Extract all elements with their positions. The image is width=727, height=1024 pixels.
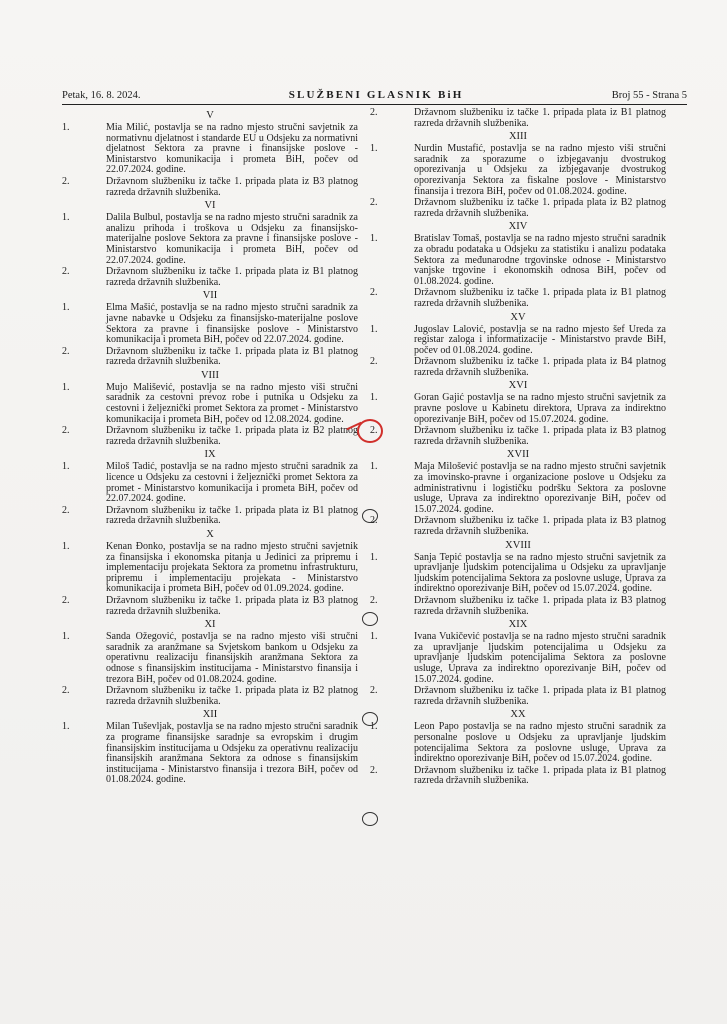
item-text: Državnom službeniku iz tačke 1. pripada plata iz B3 platnog razreda državnih službenika. — [414, 594, 666, 617]
header-rule — [62, 104, 687, 105]
item-number: 2. — [370, 764, 378, 776]
item-number: 1. — [62, 461, 70, 473]
section-title: XIV — [508, 221, 528, 233]
item-number: 2. — [62, 175, 70, 187]
list-item — [370, 357, 666, 378]
list-item — [370, 144, 666, 197]
list-item — [62, 632, 358, 685]
item-text: Miloš Tadić, postavlja se na radno mjesto stručni saradnik za licence u Odsjeku za cestovni i željeznički promet Sektora za promet - Ministarstvo komunikacija i prometa BiH, počev od 22.07.2024. godine. — [106, 461, 358, 505]
list-item — [370, 426, 666, 447]
item-number: 1. — [62, 302, 70, 314]
circle-mark-xvii — [362, 509, 378, 523]
section-title: XX — [510, 709, 526, 721]
item-number: 1. — [370, 721, 378, 733]
list-item — [62, 462, 358, 504]
item-text: Maja Milošević postavlja se na radno mjesto stručni savjetnik za imovinsko-pravne i organizacione poslove u Odsjeku za administrativnu i logističku podršku Sektora za poslovne usluge, Uprava za indirektno oporezivanje BiH, počev od 15.07.2024. godine. — [414, 461, 666, 515]
list-item — [62, 506, 358, 527]
section-title: VI — [204, 200, 216, 212]
page-header — [62, 86, 687, 104]
list-item — [62, 686, 358, 707]
list-item — [370, 596, 666, 617]
list-item — [62, 213, 358, 266]
circle-mark-xviii — [362, 612, 378, 626]
item-number: 1. — [62, 721, 70, 733]
item-text: Elma Mašić, postavlja se na radno mjesto stručni saradnik za javne nabavke u Odsjeku za finansijsko-materijalne poslove Sektora za pravne i finansijske poslove - Ministarstvo komunikacija i prometa BiH, počev od 22.07.2024. godine. — [106, 302, 358, 346]
item-number: 1. — [370, 233, 378, 245]
list-item — [62, 596, 358, 617]
item-number: 1. — [370, 631, 378, 643]
item-text: Sanja Tepić postavlja se na radno mjesto stručni savjetnik za upravljanje ljudskim potencijalima u Odsjeku za upravljanje ljudskim potencijalima Sektora za poslovne usluge, Uprava za indirektno oporezivanje BiH, počev od 15.07.2024. godine. — [414, 551, 666, 595]
item-number: 2. — [62, 345, 70, 357]
list-item — [370, 553, 666, 595]
item-text: Milan Tuševljak, postavlja se na radno mjesto stručni saradnik za programe finansijske saradnje sa evropskim i drugim finansijskim institucijama u Odsjeku za operativnu realizaciju finansijskih aranžmana Sektora za odnose s finansijskim institucijama - Ministarstvo finansija i trezora BiH, počev od 01.08.2024. godine. — [106, 721, 358, 786]
section-title: V — [206, 110, 214, 121]
item-number: 1. — [370, 392, 378, 404]
item-number: 2. — [370, 197, 378, 209]
section-title: X — [206, 529, 214, 540]
list-item — [62, 177, 358, 198]
circle-mark-xx — [362, 812, 378, 826]
list-item — [62, 426, 358, 447]
item-text: Dalila Bulbul, postavlja se na radno mjesto stručni saradnik za analizu prihoda i troškova u Odsjeku za finansijsko-materijalne poslove Sektora za pravne i finansijske poslove - Ministarstvo komunikacija i prometa BiH, počev od 22.07.2024. godine. — [106, 212, 358, 266]
item-number: 2. — [62, 266, 70, 278]
item-number: 2. — [62, 425, 70, 437]
item-text: Leon Papo postavlja se na radno mjesto stručni saradnik za personalne poslove u Odsjeku za upravljanje ljudskim potencijalima Sektora za poslovne usluge, Uprava za indirektno oporezivanje BiH, počev od 15.07.2024. godine. — [414, 721, 666, 765]
list-item — [370, 686, 666, 707]
item-text: Državnom službeniku iz tačke 1. pripada plata iz B2 platnog razreda državnih službenika. — [414, 197, 666, 219]
item-text: Državnom službeniku iz tačke 1. pripada plata iz B3 platnog razreda državnih službenika. — [106, 594, 358, 617]
item-text: Državnom službeniku iz tačke 1. pripada plata iz B3 platnog razreda državnih službenika. — [106, 175, 358, 198]
list-item — [62, 383, 358, 425]
item-text: Mujo Mališević, postavlja se na radno mjesto viši stručni saradnik za cestovni prevoz robe i putnika u Odsjeku za cestovni i željeznički promet Sektora za promet - Ministarstvo komunikacija i prometa BiH, počev od 12.08.2024. godine. — [106, 381, 358, 425]
left-column — [62, 108, 358, 787]
section-title: VIII — [200, 369, 220, 381]
section-title: XIII — [508, 131, 528, 143]
item-text: Državnom službeniku iz tačke 1. pripada plata iz B1 platnog razreda državnih službenika. — [106, 345, 358, 368]
item-text: Ivana Vukičević postavlja se na radno mjesto stručni saradnik za upravljanje ljudskim potencijalima u Odsjeku za upravljanje ljudskim potencijalima Sektora za poslovne usluge, Uprava za indirektno oporezivanje BiH, počev od 15.07.2024. godine. — [414, 631, 666, 685]
list-item — [370, 198, 666, 219]
item-number: 1. — [370, 461, 378, 473]
header-date: Petak, 16. 8. 2024. — [62, 89, 141, 101]
right-column — [370, 108, 666, 788]
circle-mark-xix — [362, 712, 378, 726]
list-item — [370, 108, 666, 129]
item-text: Državnom službeniku iz tačke 1. pripada plata iz B1 platnog razreda državnih službenika. — [414, 287, 666, 309]
list-item — [62, 303, 358, 345]
item-text: Državnom službeniku iz tačke 1. pripada plata iz B1 platnog razreda državnih službenika. — [106, 266, 358, 288]
item-number: 2. — [370, 287, 378, 299]
item-number: 1. — [62, 631, 70, 643]
item-number: 2. — [62, 685, 70, 697]
section-title: XII — [202, 709, 218, 721]
item-number: 1. — [370, 323, 378, 335]
item-number: 1. — [62, 381, 70, 393]
item-number: 1. — [62, 541, 70, 552]
item-text: Goran Gajić postavlja se na radno mjesto stručni savjetnik za pravne poslove u Kabinetu direktora, Uprava za indirektno oporezivanje BiH, počev od 15.07.2024. godine. — [414, 392, 666, 425]
section-title: XI — [204, 619, 216, 631]
header-issue-page: Broj 55 - Strana 5 — [611, 89, 687, 101]
item-text: Državnom službeniku iz tačke 1. pripada plata iz B3 platnog razreda državnih službenika. — [414, 425, 666, 447]
item-number: 2. — [370, 515, 378, 527]
item-number: 1. — [62, 212, 70, 224]
item-text: Bratislav Tomaš, postavlja se na radno mjesto stručni saradnik za obradu podataka u Odsjeku za statistiku i analizu podataka Sektora za međunarodne trgovinske odnose - Ministarstvo vanjske trgovine i ekonomskih odnosa BiH, počev od 01.08.2024. godine. — [414, 233, 666, 287]
item-text: Državnom službeniku iz tačke 1. pripada plata iz B1 platnog razreda državnih službenika. — [106, 504, 358, 527]
item-text: Mia Milić, postavlja se na radno mjesto stručni savjetnik za normativnu djelatnost i standarde EU u Odsjeku za normativni djelatnost Sektora za pravne i finansijske poslove - Ministarstvo komunikacija i prometa BiH, počev od 22.07.2024. godine. — [106, 122, 358, 176]
item-text: Državnom službeniku iz tačke 1. pripada plata iz B1 platnog razreda državnih službenika. — [414, 107, 666, 129]
list-item — [370, 462, 666, 515]
list-item — [370, 393, 666, 425]
item-text: Državnom službeniku iz tačke 1. pripada plata iz B2 platnog razreda državnih službenika. — [106, 685, 358, 707]
section-title: XVII — [506, 449, 530, 461]
list-item — [62, 542, 358, 595]
item-text: Državnom službeniku iz tačke 1. pripada plata iz B3 platnog razreda državnih službenika. — [414, 515, 666, 537]
item-number: 2. — [370, 107, 378, 118]
list-item — [370, 234, 666, 287]
section-title: XIX — [508, 619, 528, 631]
list-item — [370, 516, 666, 537]
item-number: 2. — [370, 356, 378, 368]
item-number: 1. — [370, 143, 378, 155]
list-item — [370, 325, 666, 357]
list-item — [62, 347, 358, 368]
section-title: VII — [202, 290, 218, 302]
section-title: XVIII — [505, 539, 531, 551]
section-title: XVI — [508, 380, 528, 392]
item-number: 2. — [370, 685, 378, 697]
list-item — [62, 123, 358, 176]
list-item — [370, 632, 666, 685]
item-text: Sanda Ožegović, postavlja se na radno mjesto viši stručni saradnik za aranžmane sa Svjetskom bankom u Odsjeku za operativnu realizaciju finansijskih aranžmana Sektora za odnose s finansijskim institucijama - Ministarstvo finansija i trezora BiH, počev od 01.08.2024. godine. — [106, 631, 358, 685]
item-text: Državnom službeniku iz tačke 1. pripada plata iz B1 platnog razreda državnih službenika. — [414, 764, 666, 787]
item-text: Državnom službeniku iz tačke 1. pripada plata iz B4 platnog razreda državnih službenika. — [414, 356, 666, 378]
item-number: 2. — [370, 594, 378, 606]
list-item — [62, 267, 358, 288]
list-item — [370, 288, 666, 309]
list-item — [370, 766, 666, 787]
header-publication-title: SLUŽBENI GLASNIK BiH — [288, 89, 464, 101]
item-number: 2. — [370, 425, 378, 437]
item-number: 1. — [370, 551, 378, 563]
item-text: Državnom službeniku iz tačke 1. pripada plata iz B1 platnog razreda državnih službenika. — [414, 685, 666, 707]
section-title: XV — [510, 311, 526, 323]
item-text: Kenan Đonko, postavlja se na radno mjesto stručni savjetnik za finansijska i ekonomska pitanja u Jedinici za pripremu i implementaciju projekata Sektora za prometnu infrastrukturu, pripremu i implementaciju projekata - Ministarstvo komunikacija i prometa BiH, počev od 01.09.2024. godine. — [106, 541, 358, 595]
list-item — [370, 722, 666, 764]
item-text: Jugoslav Lalović, postavlja se na radno mjesto šef Ureda za registar zaloga i informatizacije - Ministarstvo pravde BiH, počev od 01.08.2024. godine. — [414, 323, 666, 356]
section-title: IX — [204, 449, 216, 461]
item-number: 2. — [62, 504, 70, 516]
item-number: 2. — [62, 594, 70, 606]
list-item — [62, 722, 358, 786]
item-text: Državnom službeniku iz tačke 1. pripada plata iz B2 platnog razreda državnih službenika. — [106, 425, 358, 447]
item-text: Nurdin Mustafić, postavlja se na radno mjesto viši stručni saradnik za sporazume o izbjegavanju dvostrukog oporezivanja u Odsjeku za izbjegavanje dvostrukog oporezivanja Sektora za fiskalne poslove - Ministarstvo finansija i trezora BiH, počev od 01.08.2024. godine. — [414, 143, 666, 197]
item-number: 1. — [62, 122, 70, 133]
